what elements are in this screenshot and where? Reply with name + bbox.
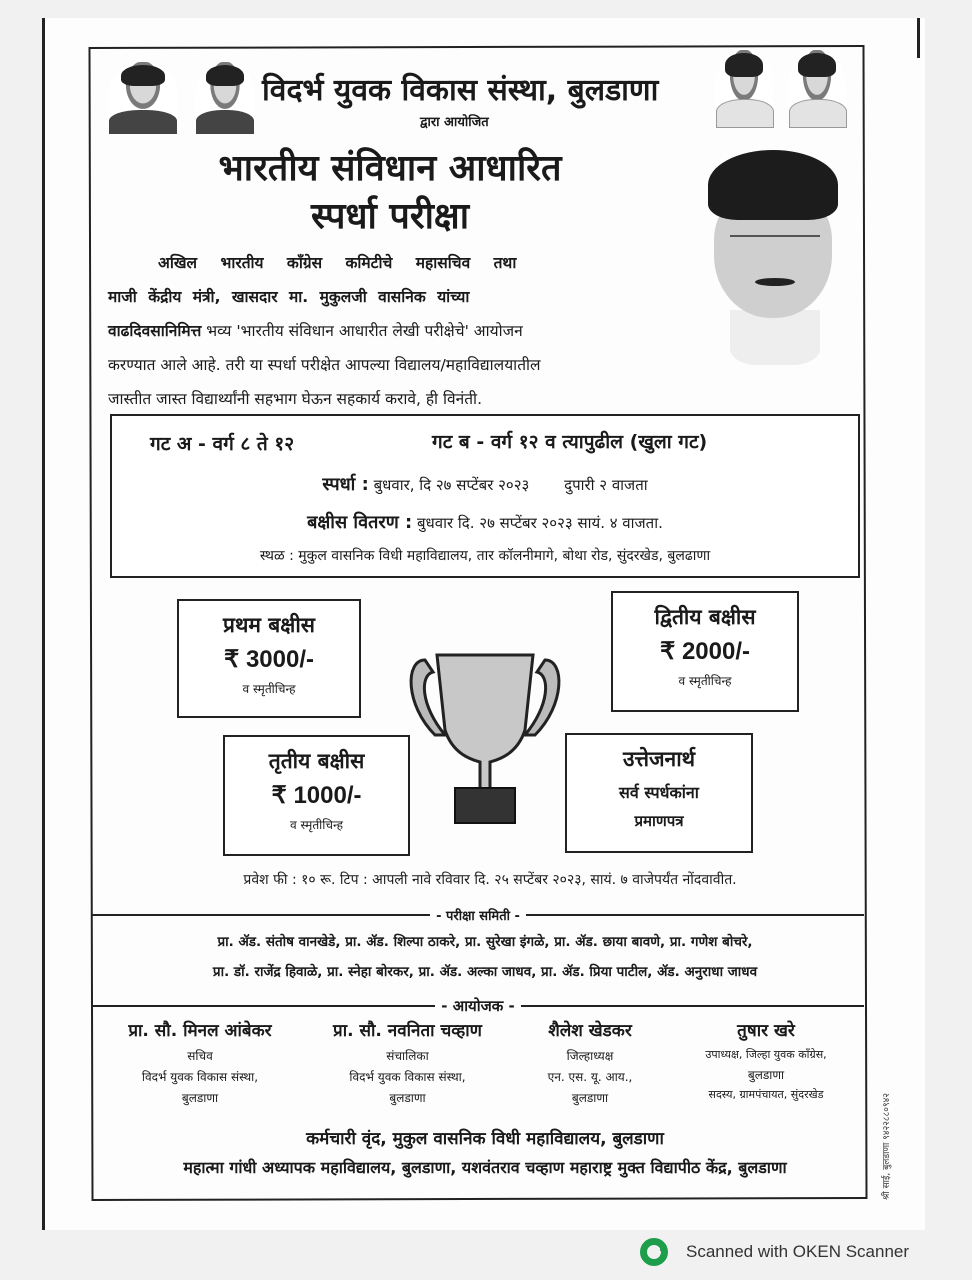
organizer-name: प्रा. सौ. मिनल आंबेकर <box>128 1021 272 1041</box>
organizer-role: जिल्हाध्यक्ष <box>566 1049 614 1063</box>
intro-line5: जास्तीत जास्त विद्यार्थ्यांनी सहभाग घेऊन सहकार्य करावे, ही विनंती. <box>108 390 482 408</box>
exam-date-row <box>112 472 858 496</box>
organizer-role: उपाध्यक्ष, जिल्हा युवक काँग्रेस, <box>705 1048 827 1061</box>
trophy-icon <box>405 650 565 825</box>
organizer-3 <box>515 1018 665 1106</box>
organizers-heading: - आयोजक - <box>441 997 515 1015</box>
organizer-name: तुषार खरे <box>737 1021 795 1041</box>
prize-note: व स्मृतीचिन्ह <box>678 674 732 688</box>
prize-distribution-row <box>112 510 858 534</box>
organization-name: विदर्भ युवक विकास संस्था, बुलडाणा <box>262 73 659 108</box>
organizer-role: संचालिका <box>386 1049 429 1063</box>
prize-third <box>223 735 410 856</box>
organizer-2 <box>305 1018 510 1106</box>
prize-title: द्वितीय बक्षीस <box>654 605 756 629</box>
prize-note: व स्मृतीचिन्ह <box>290 818 343 832</box>
venue: स्थळ : मुकुल वासनिक विधी महाविद्यालय, तार कॉलनीमागे, बोथा रोड, सुंदरखेड, बुलढाणा <box>259 548 711 564</box>
oken-scanner-logo-icon <box>640 1238 668 1266</box>
prize-note: प्रमाणपत्र <box>634 812 684 830</box>
staff-line: कर्मचारी वृंद, मुकुल वासनिक विधी महाविद्यालय, बुलडाणा <box>306 1129 664 1149</box>
exam-time: दुपारी २ वाजता <box>564 476 648 494</box>
intro-line4: करण्यात आले आहे. तरी या स्पर्धा परीक्षेत आपल्या विद्यालय/महाविद्यालयातील <box>108 356 541 374</box>
organizers-divider <box>92 996 864 1016</box>
scanner-watermark <box>640 1238 909 1266</box>
page-edge <box>917 18 920 58</box>
scanner-label: Scanned with OKEN Scanner <box>686 1242 910 1261</box>
organizer-place: सदस्य, ग्रामपंचायत, सुंदरखेड <box>708 1088 824 1101</box>
committee-heading: - परीक्षा समिती - <box>436 909 520 924</box>
organizer-role: सचिव <box>187 1049 213 1063</box>
prize-distribution-label: बक्षीस वितरण : <box>307 512 413 533</box>
committee-line2: प्रा. डॉ. राजेंद्र हिवाळे, प्रा. स्नेहा बोरकर, प्रा. ॲड. अल्का जाधव, प्रा. ॲड. प्रिया पाटील, ॲड. अनुराधा जाधव <box>212 964 758 980</box>
intro-line2: माजी केंद्रीय मंत्री, खासदार मा. मुकुलजी वासनिक यांच्या <box>108 288 470 306</box>
intro-line1: अखिल भारतीय काँग्रेस कमिटीचे महासचिव तथा <box>158 254 517 272</box>
group-b: गट ब - वर्ग १२ व त्यापुढील (खुला गट) <box>432 431 708 453</box>
prize-distribution-value: बुधवार दि. २७ सप्टेंबर २०२३ सायं. ४ वाजता. <box>416 514 663 532</box>
prize-amount: ₹ 2000/- <box>660 638 750 665</box>
prize-title: प्रथम बक्षीस <box>223 613 315 637</box>
exam-label: स्पर्धा : <box>322 474 369 495</box>
prize-note: व स्मृतीचिन्ह <box>242 682 296 696</box>
details-box <box>110 414 860 578</box>
organizer-place: बुलडाणा <box>571 1091 609 1105</box>
organizer-name: प्रा. सौ. नवनिता चव्हाण <box>333 1021 482 1041</box>
committee-divider <box>92 906 864 924</box>
portrait-left-1 <box>108 62 178 134</box>
organizer-place: बुलडाणा <box>389 1091 426 1105</box>
portrait-main <box>700 150 850 365</box>
intro-line3-rest: भव्य 'भारतीय संविधान आधारीत लेखी परीक्षेचे' आयोजन <box>201 322 523 340</box>
organizer-4 <box>668 1018 864 1102</box>
prize-amount: ₹ 1000/- <box>271 782 362 809</box>
prize-second <box>611 591 799 712</box>
fee-and-note: प्रवेश फी : १० रू. टिप : आपली नावे रविवार दि. २५ सप्टेंबर २०२३, सायं. ७ वाजेपर्यंत नोंदवावीत. <box>243 872 737 888</box>
portrait-right-2 <box>788 50 846 128</box>
organizer-org: बुलडाणा <box>747 1068 785 1082</box>
portrait-left-2 <box>195 62 255 134</box>
committee-line1: प्रा. ॲड. संतोष वानखेडे, प्रा. ॲड. शिल्पा ठाकरे, प्रा. सुरेखा इंगळे, प्रा. ॲड. छाया बावणे, प्रा. गणेश बोचरे, <box>217 934 753 950</box>
prize-amount: सर्व स्पर्धकांना <box>619 783 699 802</box>
organizer-1 <box>100 1018 300 1106</box>
organizer-org: एन. एस. यू. आय., <box>547 1070 633 1084</box>
prize-first <box>177 599 361 718</box>
portrait-right-1 <box>715 50 773 128</box>
prize-consolation <box>565 733 753 853</box>
organized-by: द्वारा आयोजित <box>420 115 489 130</box>
prize-title: तृतीय बक्षीस <box>268 749 365 773</box>
exam-date: बुधवार, दि २७ सप्टेंबर २०२३ <box>373 476 530 494</box>
organizer-org: विदर्भ युवक विकास संस्था, <box>141 1070 259 1084</box>
prize-amount: ₹ 3000/- <box>224 646 314 673</box>
intro-line3 <box>108 314 663 348</box>
intro-text <box>108 246 663 416</box>
intro-line3-bold: वाढदिवसानिमित्त <box>108 322 202 340</box>
organizer-org: विदर्भ युवक विकास संस्था, <box>349 1070 466 1084</box>
side-print-note: श्री साई, बुलडाणा ९४२२८८०९४२ <box>882 1092 892 1200</box>
title-line1: भारतीय संविधान आधारित <box>218 148 562 189</box>
organizer-place: बुलडाणा <box>181 1091 219 1105</box>
organizer-name: शैलेश खेडकर <box>548 1021 632 1041</box>
group-a: गट अ - वर्ग ८ ते १२ <box>150 433 295 455</box>
prize-title: उत्तेजनार्थ <box>622 747 696 771</box>
title-line2: स्पर्धा परीक्षा <box>310 196 470 237</box>
institutions-line: महात्मा गांधी अध्यापक महाविद्यालय, बुलडाणा, यशवंतराव चव्हाण महाराष्ट्र मुक्त विद्यापीठ केंद्र, बुलडाणा <box>183 1158 787 1177</box>
